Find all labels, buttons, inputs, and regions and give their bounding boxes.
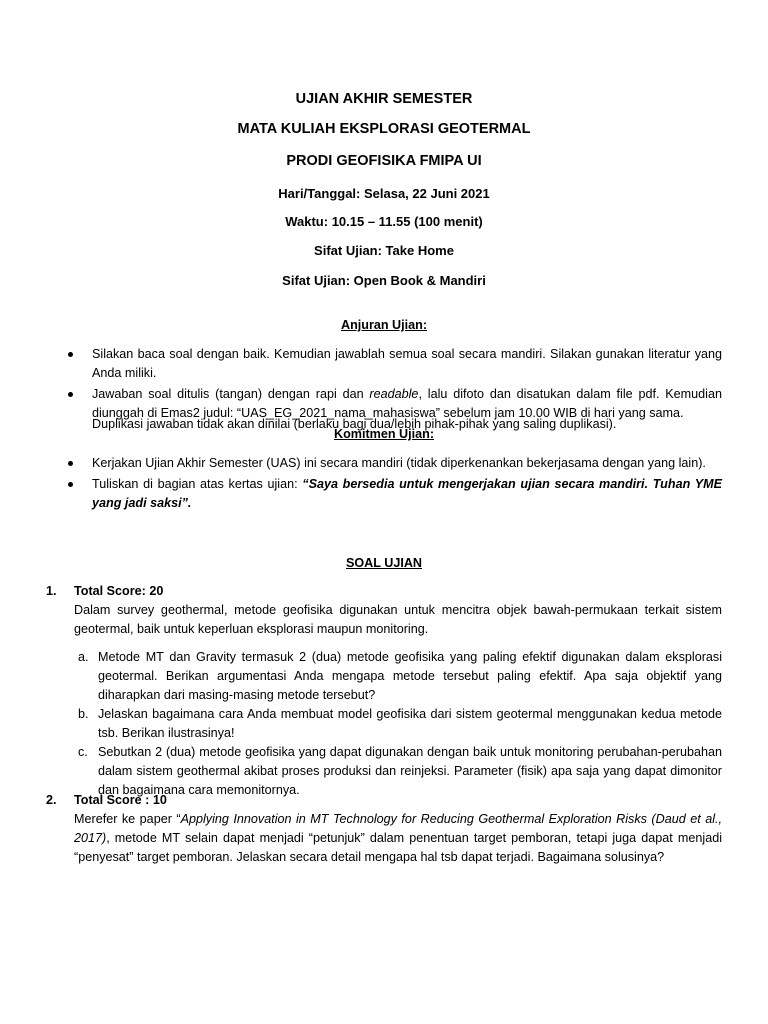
komitmen-list	[66, 454, 722, 515]
program-title: PRODI GEOFISIKA FMIPA UI	[286, 153, 482, 169]
exam-time: Waktu: 10.15 – 11.55 (100 menit)	[285, 214, 483, 229]
sub-question-list	[74, 648, 722, 800]
exam-date: Hari/Tanggal: Selasa, 22 Juni 2021	[278, 186, 490, 201]
question-2	[46, 791, 722, 867]
anjuran-list	[66, 345, 722, 425]
question-number: 2.	[46, 793, 57, 807]
question-score: Total Score: 20	[74, 584, 164, 598]
question-text: Merefer ke paper “Applying Innovation in MT Technology for Reducing Geothermal Exploration Risks (Daud et al., 2017), metode MT selain dapat menjadi “petunjuk” dalam penentuan target pemboran, tetapi juga dapat menjadi “penyesat” target pemboran. Jelaskan secara detail mengapa hal tsb dapat terjadi. Bagaimana solusinya?	[74, 812, 723, 864]
question-1	[46, 582, 722, 800]
soal-heading: SOAL UJIAN	[345, 556, 423, 570]
question-number: 1.	[46, 584, 57, 598]
exam-nature-take-home: Sifat Ujian: Take Home	[314, 243, 454, 258]
komitmen-heading: Komitmen Ujian:	[333, 427, 435, 441]
exam-title: UJIAN AKHIR SEMESTER	[295, 91, 473, 107]
list-item: a. Metode MT dan Gravity termasuk 2 (dua) metode geofisika yang paling efektif digunakan dalam eksplorasi geotermal. Berikan argumentasi Anda mengapa metode tersebut paling efektif. Apa saja objektif yang diharapkan dari masing-masing metode tersebut?	[78, 650, 722, 702]
question-score: Total Score : 10	[74, 793, 167, 807]
list-item: Silakan baca soal dengan baik. Kemudian jawablah semua soal secara mandiri. Silakan gunakan literatur yang Anda miliki.	[66, 345, 722, 383]
list-item: Kerjakan Ujian Akhir Semester (UAS) ini secara mandiri (tidak diperkenankan bekerjasama dengan yang lain).	[66, 454, 722, 473]
exam-nature-open-book: Sifat Ujian: Open Book & Mandiri	[282, 273, 486, 288]
question-intro: Dalam survey geothermal, metode geofisika digunakan untuk mencitra objek bawah-permukaan terkait sistem geotermal, baik untuk keperluan eksplorasi maupun monitoring.	[74, 603, 722, 636]
bullet-icon	[68, 482, 73, 487]
bullet-icon	[68, 352, 73, 357]
list-item: b. Jelaskan bagaimana cara Anda membuat model geofisika dari sistem geotermal menggunakan kedua metode tsb. Berikan ilustrasinya!	[78, 707, 722, 740]
anjuran-note: Duplikasi jawaban tidak akan dinilai (berlaku bagi dua/lebih pihak-pihak yang saling duplikasi).	[92, 417, 617, 431]
course-title: MATA KULIAH EKSPLORASI GEOTERMAL	[237, 121, 531, 137]
list-item: Jawaban soal ditulis (tangan) dengan rapi dan readable, lalu difoto dan disatukan dalam file pdf. Kemudian diunggah di Emas2 judul: “UAS_EG_2021_nama_mahasiswa” sebelum jam 10.00 WIB di hari yang sama.	[66, 385, 722, 423]
bullet-icon	[68, 392, 73, 397]
list-item: Tuliskan di bagian atas kertas ujian: “Saya bersedia untuk mengerjakan ujian secara mandiri. Tuhan YME yang jadi saksi”.	[66, 475, 722, 513]
list-item: c. Sebutkan 2 (dua) metode geofisika yang dapat digunakan dengan baik untuk monitoring perubahan-perubahan dalam sistem geothermal akibat proses produksi dan reinjeksi. Parameter (fisik) apa saja yang dapat dimonitor dan bagaimana cara memonitornya.	[78, 745, 722, 797]
anjuran-heading: Anjuran Ujian:	[340, 318, 428, 332]
bullet-icon	[68, 461, 73, 466]
